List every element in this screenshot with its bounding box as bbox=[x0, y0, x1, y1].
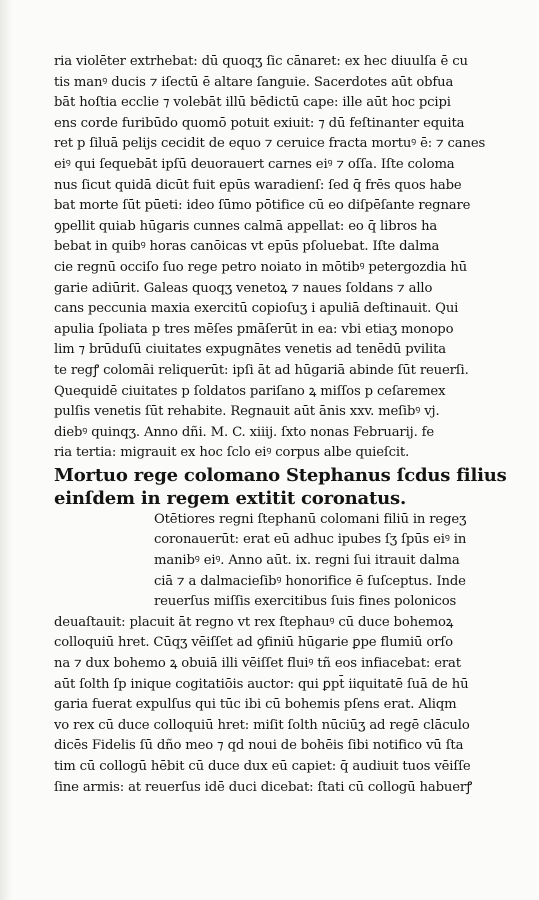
text-line: te regꝭ colomāi reliquerūt: ipſi āt ad hūgariā abinde ſūt reuerſi. bbox=[54, 362, 469, 378]
text-line: na ⁊ dux bohemo ꝝ obuiā illi vēiſſet fluiꝰ tñ eos infiacebat: erat bbox=[54, 656, 461, 672]
text-line: apulia ſpoliata p tres mēſes pmāſerūt in ea: vbi etiaʒ monopo bbox=[54, 321, 454, 337]
text-line: colloquiū hret. Cūqʒ vēiſſet ad ꝯfiniū hūgarie ꝑpe flumiū orſo bbox=[54, 635, 453, 651]
text-line: cie regnū occiſo ſuo rege petro noiato in mōtibꝰ petergozdia hū bbox=[54, 259, 468, 275]
page-edge-shadow bbox=[0, 0, 12, 900]
text-line: ꝯpellit quiab hūgaris cunnes calmā appellat: eo q̄ libros ha bbox=[54, 218, 438, 234]
text-line: Quequidē ciuitates p ſoldatos pariſano ꝝ miſſos p ceſaremex bbox=[54, 383, 446, 399]
text-line: diebꝰ quinqʒ. Anno dñi. M. C. xiiij. ſxto nonas Februarij. fe bbox=[54, 424, 435, 440]
text-line: ſine armis: at reuerſus idē duci dicebat: ſtati cū collogū habuerꝭ bbox=[54, 779, 473, 795]
text-line: ens corde furibūdo quomō potuit exiuit: ⁊ dū feſtinanter equita bbox=[54, 115, 465, 131]
text-line: tim cū collogū hēbit cū duce dux eū capiet: q̄ audiuit tuos vēiſſe bbox=[54, 759, 471, 774]
text-block bbox=[54, 52, 514, 798]
text-line: ret p ſiluā pelijs cecidit de equo ⁊ ceruice fracta mortuꝰ ē: ⁊ canes bbox=[54, 136, 486, 152]
text-line: dicēs Fidelis ſū dño meo ⁊ qd noui de bohēis ſibi notifico vū ſta bbox=[54, 738, 464, 754]
text-line: ciā ⁊ a dalmacieſibꝰ honorifice ē ſuſceptus. Inde bbox=[154, 573, 466, 589]
text-line: ria violēter extrhebat: dū quoqʒ ſic cānaret: ex hec diuulſa ē cu bbox=[54, 54, 468, 69]
text-line: reuerſus miſſis exercitibus ſuis fines polonicos bbox=[154, 594, 457, 610]
text-line: lim ⁊ brūduſū ciuitates expugnātes venetis ad tenēdū pvilita bbox=[54, 342, 446, 358]
section-heading-line: einſdem in regem extitit coronatus. bbox=[54, 487, 407, 509]
text-line: aūt ſolth ſp inique cogitatiōis auctor: qui ꝑpt̄ iiquitatē ſuā de hū bbox=[54, 676, 469, 692]
text-line: cans peccunia maxia exercitū copioſuʒ i apuliā deſtinauit. Qui bbox=[54, 301, 459, 317]
text-line: bāt hoſtia ecclie ⁊ volebāt illū bēdictū cape: ille aūt hoc pcipi bbox=[54, 95, 451, 111]
text-line: garie adiūrit. Galeas quoqʒ venetoꝝ ⁊ naues ſoldans ⁊ allo bbox=[54, 280, 433, 296]
text-line: manibꝰ eiꝰ. Anno aūt. ix. regni ſui itrauit dalma bbox=[154, 553, 460, 569]
text-line: pulſis venetis ſūt rehabite. Regnauit aūt ānis xxv. meſibꝰ vj. bbox=[54, 404, 440, 420]
text-line: Otētiores regni ſtephanū colomani filiū in regeʒ bbox=[154, 511, 467, 527]
text-line: tis manꝰ ducis ⁊ iſectū ē altare ſanguie. Sacerdotes aūt obfua bbox=[54, 74, 454, 90]
section-heading-line: Mortuo rege colomano Stephanus ſcdus filius bbox=[54, 464, 507, 486]
text-line: garia fuerat expulſus qui tūc ibi cū bohemis pſens erat. Aliqm bbox=[54, 697, 457, 713]
text-line: bebat in quibꝰ horas canōicas vt epūs pſoluebat. Iſte dalma bbox=[54, 239, 440, 255]
text-line: ria tertia: migrauit ex hoc ſclo eiꝰ corpus albe quieſcit. bbox=[54, 445, 410, 461]
text-line: coronauerūt: erat eū adhuc ipubes ſʒ ſpūs eiꝰ in bbox=[154, 532, 467, 548]
text-line: vo rex cū duce colloquiū hret: miſit ſolth nūciūʒ ad regē clāculo bbox=[54, 717, 470, 733]
text-line: eiꝰ qui ſequebāt ipſū deuorauert carnes eiꝰ ⁊ oſſa. Iſte coloma bbox=[54, 156, 455, 172]
text-line: nus ſicut quidā dicūt fuit epūs waradienſ: ſed q̄ frēs quos habe bbox=[54, 177, 462, 193]
text-line: bat morte ſūt pūeti: ideo ſūmo pōtifice cū eo diſpēſante regnare bbox=[54, 198, 471, 214]
text-line: deuaſtauit: placuit āt regno vt rex ſtephauꝰ cū duce bohemoꝝ bbox=[54, 614, 454, 630]
